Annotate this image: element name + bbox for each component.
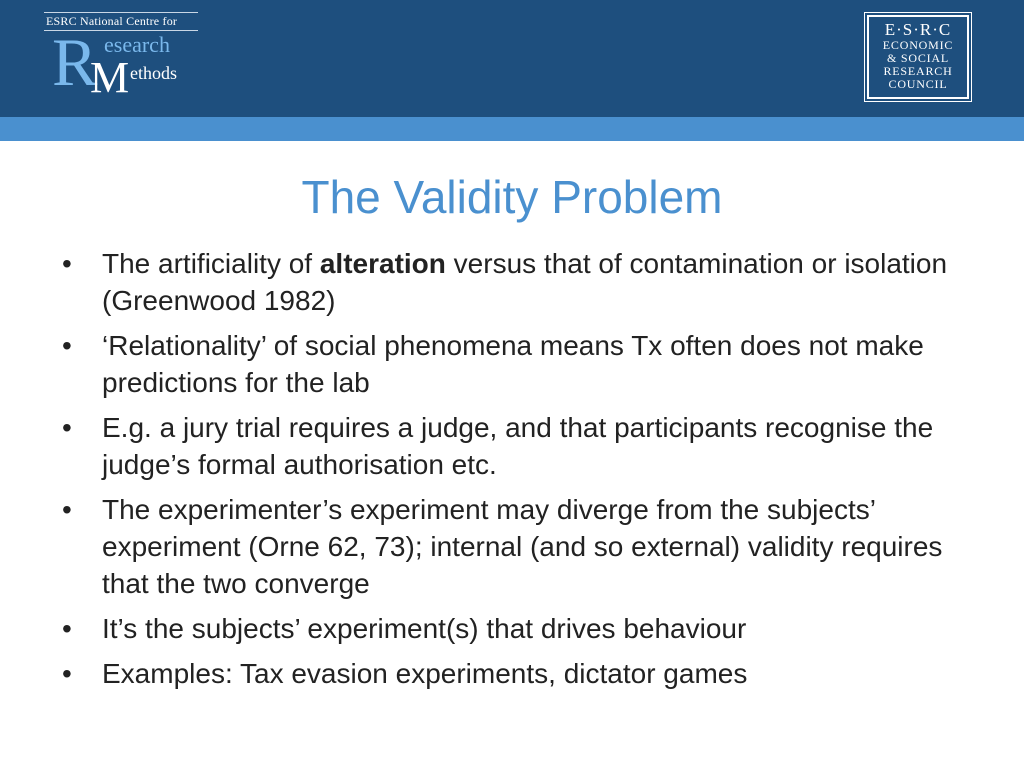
bullet-item [62, 491, 972, 602]
bullet-text: The artificiality of [102, 248, 320, 279]
esrc-line: & SOCIAL [886, 51, 950, 65]
bullet-marker: • [62, 658, 72, 689]
ncrm-caption: ESRC National Centre for [46, 14, 178, 28]
header-bar [0, 0, 1024, 117]
bullet-item [62, 655, 972, 692]
bullet-text: ‘Relationality’ of social phenomena means Tx often does not make predictions for the lab [102, 330, 924, 398]
bullet-text-bold: alteration [319, 248, 446, 279]
esrc-line: RESEARCH [883, 64, 953, 78]
ncrm-letter-r: R [52, 24, 98, 100]
bullet-marker: • [62, 330, 72, 361]
bullet-marker: • [62, 412, 72, 443]
ncrm-word-methods: ethods [130, 63, 177, 83]
bullet-text: E.g. a jury trial requires a judge, and that participants recognise the judge’s formal authorisation etc. [102, 412, 934, 480]
esrc-line: COUNCIL [888, 77, 948, 91]
bullet-item [62, 245, 972, 319]
bullet-marker: • [62, 494, 72, 525]
bullet-marker: • [62, 613, 72, 644]
bullet-item [62, 327, 972, 401]
esrc-line: ECONOMIC [882, 38, 954, 52]
ncrm-logo [44, 10, 202, 106]
ncrm-letter-m: M [90, 53, 130, 102]
header-stripe [0, 117, 1024, 141]
esrc-abbr: E·S·R·C [884, 20, 952, 39]
bullet-text: Examples: Tax evasion experiments, dictator games [102, 658, 748, 689]
bullet-marker: • [62, 248, 72, 279]
bullet-list [62, 245, 972, 700]
ncrm-word-research: esearch [104, 32, 170, 57]
bullet-item [62, 409, 972, 483]
bullet-item [62, 610, 972, 647]
slide-title: The Validity Problem [301, 171, 723, 223]
bullet-text: It’s the subjects’ experiment(s) that drives behaviour [102, 613, 747, 644]
esrc-logo [867, 15, 969, 99]
bullet-text: The experimenter’s experiment may diverge from the subjects’ experiment (Orne 62, 73); internal (and so external) validity requires that the two converge [102, 494, 943, 599]
ncrm-rule-top [44, 12, 198, 13]
bullet-text: versus that of contamination or isolation (Greenwood 1982) [102, 248, 948, 316]
